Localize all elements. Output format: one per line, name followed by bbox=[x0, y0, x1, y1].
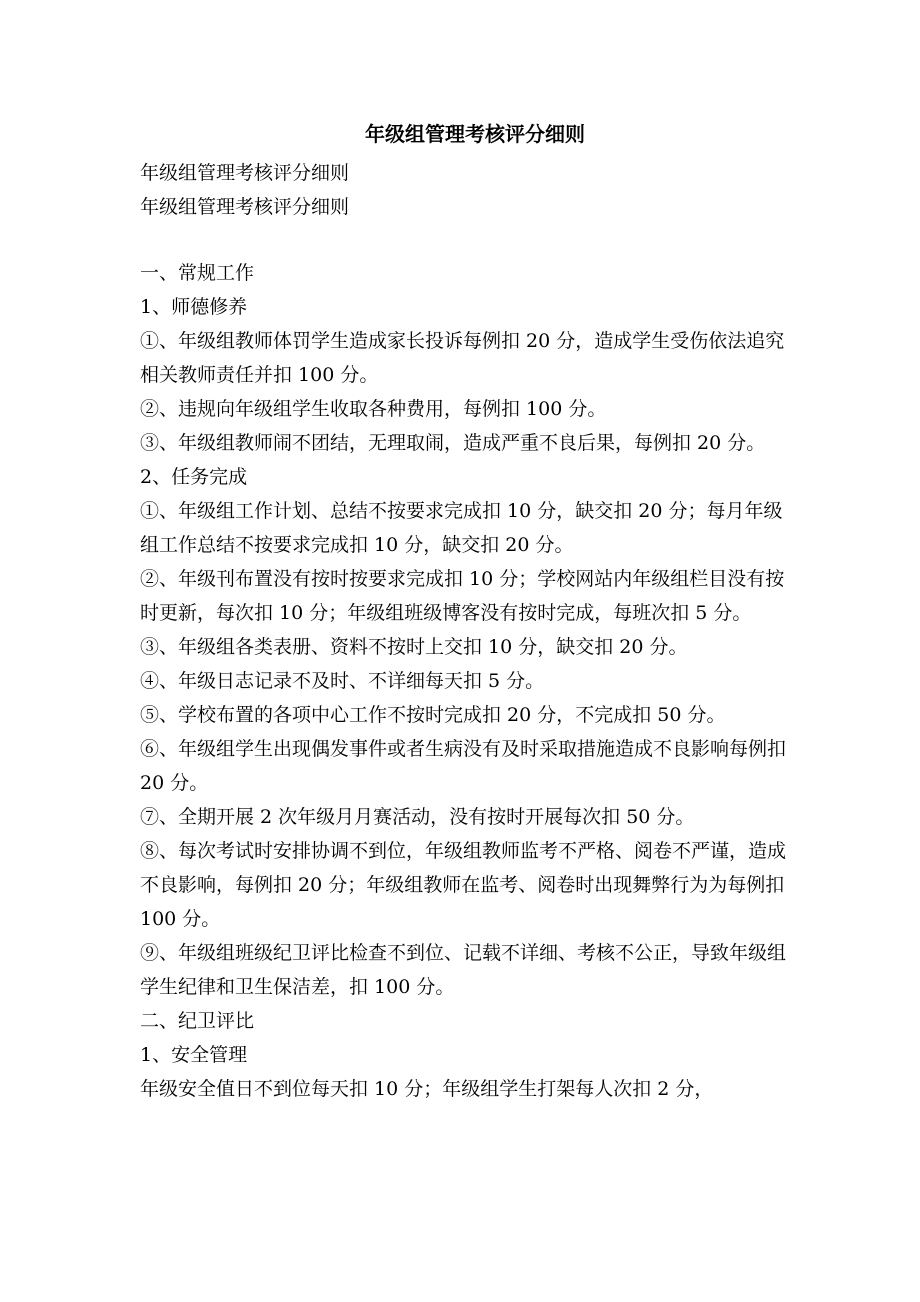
list-item: ⑤、学校布置的各项中心工作不按时完成扣 20 分，不完成扣 50 分。 bbox=[140, 704, 726, 726]
list-item: ⑦、全期开展 2 次年级月月赛活动，没有按时开展每次扣 50 分。 bbox=[140, 806, 695, 828]
section-heading: 二、纪卫评比 bbox=[140, 1010, 255, 1032]
list-item: ⑥、年级组学生出现偶发事件或者生病没有及时采取措施造成不良影响每例扣 20 分。 bbox=[140, 738, 787, 794]
document-page bbox=[140, 112, 800, 1106]
subtitle-line: 年级组管理考核评分细则 bbox=[140, 196, 350, 218]
subtitle-line: 年级组管理考核评分细则 bbox=[140, 162, 350, 184]
list-item: ④、年级日志记录不及时、不详细每天扣 5 分。 bbox=[140, 670, 545, 692]
list-item: ③、年级组教师闹不团结，无理取闹，造成严重不良后果，每例扣 20 分。 bbox=[140, 432, 766, 454]
subsection-heading: 2、任务完成 bbox=[140, 466, 248, 488]
list-item: ①、年级组教师体罚学生造成家长投诉每例扣 20 分，造成学生受伤依法追究相关教师责任并扣 100 分。 bbox=[140, 330, 785, 386]
list-item: ⑨、年级组班级纪卫评比检查不到位、记载不详细、考核不公正，导致年级组学生纪律和卫生保洁差，扣 100 分。 bbox=[140, 942, 787, 998]
document-title: 年级组管理考核评分细则 bbox=[365, 122, 585, 146]
blank-line bbox=[140, 224, 800, 256]
list-item: 年级安全值日不到位每天扣 10 分；年级组学生打架每人次扣 2 分， bbox=[140, 1078, 714, 1100]
list-item: ③、年级组各类表册、资料不按时上交扣 10 分，缺交扣 20 分。 bbox=[140, 636, 688, 658]
subsection-heading: 1、师德修养 bbox=[140, 296, 248, 318]
list-item: ①、年级组工作计划、总结不按要求完成扣 10 分，缺交扣 20 分；每月年级组工作总结不按要求完成扣 10 分，缺交扣 20 分。 bbox=[140, 500, 783, 556]
list-item: ②、违规向年级组学生收取各种费用，每例扣 100 分。 bbox=[140, 398, 607, 420]
section-heading: 一、常规工作 bbox=[140, 262, 255, 284]
list-item: ⑧、每次考试时安排协调不到位，年级组教师监考不严格、阅卷不严谨，造成不良影响，每例扣 20 分；年级组教师在监考、阅卷时出现舞弊行为为每例扣 100 分。 bbox=[140, 840, 787, 930]
subsection-heading: 1、安全管理 bbox=[140, 1044, 248, 1066]
list-item: ②、年级刊布置没有按时按要求完成扣 10 分；学校网站内年级组栏目没有按时更新，每次扣 10 分；年级组班级博客没有按时完成，每班次扣 5 分。 bbox=[140, 568, 785, 624]
